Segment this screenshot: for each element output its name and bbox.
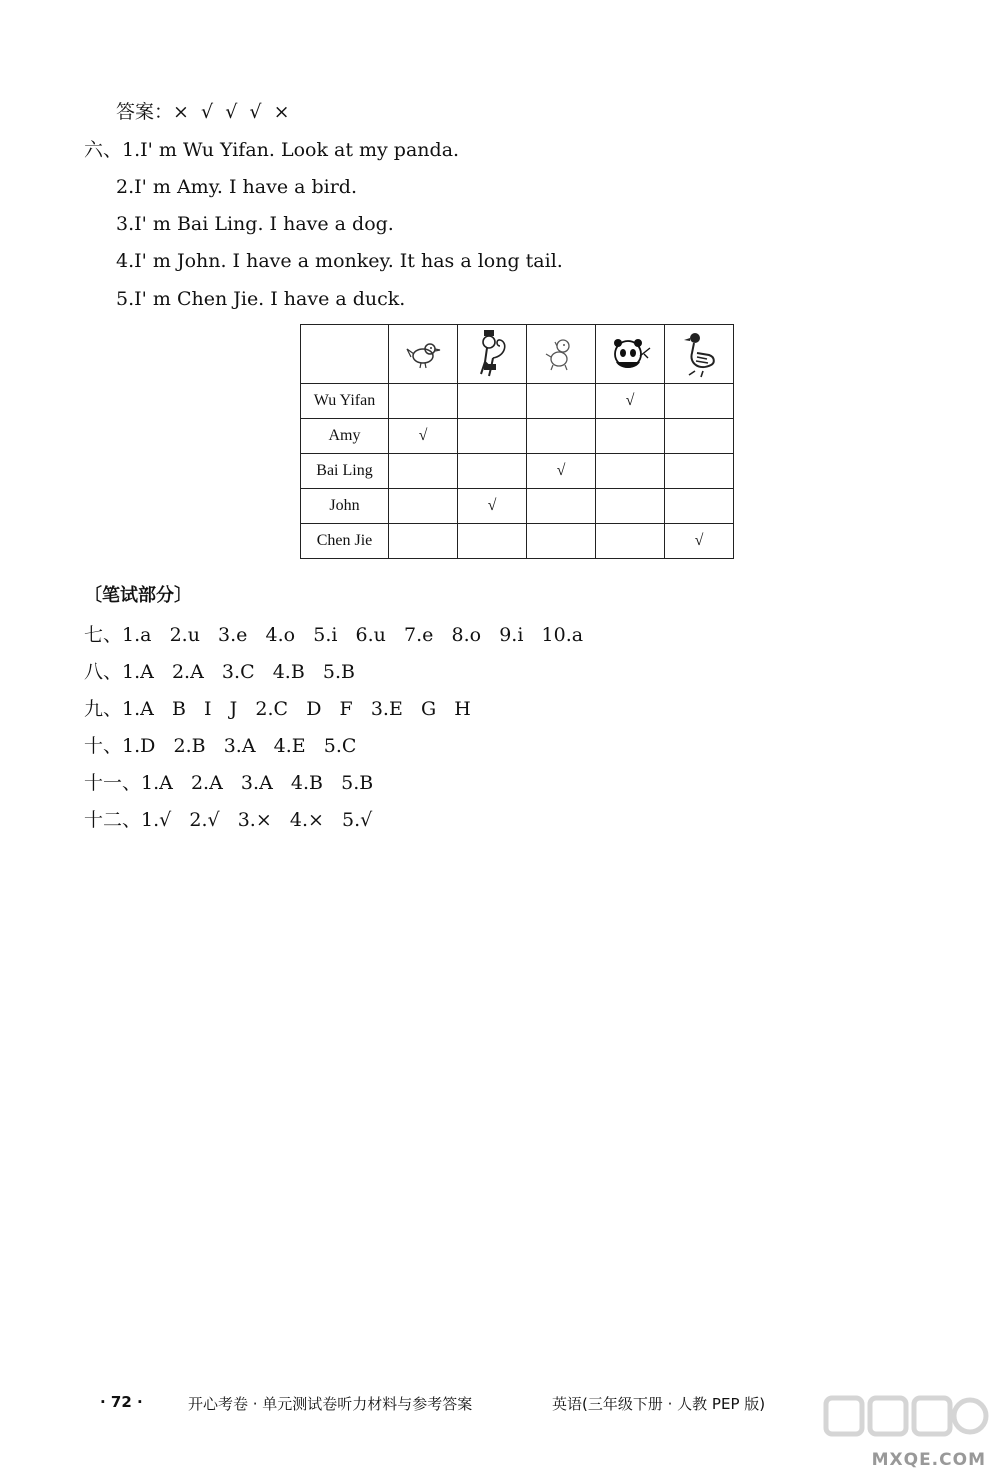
monkey-icon [472, 328, 512, 380]
mark-cell [527, 419, 596, 454]
table-row [301, 454, 734, 489]
mark-cell [389, 489, 458, 524]
section-six-label: 六、 [84, 139, 123, 161]
mark-cell [458, 384, 527, 419]
mark-cell [596, 524, 665, 559]
owner-name: John [301, 489, 389, 524]
answer-line-seven: 七、1.a 2.u 3.e 4.o 5.i 6.u 7.e 8.o 9.i 10.a [84, 624, 584, 646]
answer-label: 答案： [116, 101, 174, 123]
mark-cell [665, 489, 734, 524]
mark-cell: √ [527, 454, 596, 489]
mark-cell [458, 454, 527, 489]
section-six-sentence: 2.I' m Amy. I have a bird. [116, 176, 357, 198]
animal-owner-table [300, 324, 734, 559]
mark-cell [389, 454, 458, 489]
section-six-sentence: 1.I' m Wu Yifan. Look at my panda. [122, 139, 460, 161]
table-header-cell [665, 325, 734, 384]
mark-cell: √ [596, 384, 665, 419]
section-six-sentence: 3.I' m Bai Ling. I have a dog. [116, 213, 394, 235]
written-part-header: 〔笔试部分〕 [84, 585, 192, 606]
table-header-cell [389, 325, 458, 384]
table-row [301, 489, 734, 524]
table-header-cell [596, 325, 665, 384]
answer-line-eight: 八、1.A 2.A 3.C 4.B 5.B [84, 661, 356, 683]
mark-cell [596, 489, 665, 524]
mark-cell [596, 454, 665, 489]
footer-book-title: 开心考卷 · 单元测试卷听力材料与参考答案 [188, 1395, 473, 1413]
mark-cell [458, 524, 527, 559]
answer-line-eleven: 十一、1.A 2.A 3.A 4.B 5.B [84, 772, 374, 794]
mark-cell: √ [665, 524, 734, 559]
bird-icon [403, 337, 443, 371]
mark-cell [665, 384, 734, 419]
dog-icon [541, 334, 581, 374]
owner-name: Chen Jie [301, 524, 389, 559]
mark-cell: √ [458, 489, 527, 524]
section-six-sentence: 5.I' m Chen Jie. I have a duck. [116, 288, 406, 310]
table-header-row [301, 325, 734, 384]
panda-icon [608, 334, 652, 374]
mark-cell [389, 524, 458, 559]
owner-name: Wu Yifan [301, 384, 389, 419]
mark-cell [527, 384, 596, 419]
mark-cell: √ [389, 419, 458, 454]
page-number: · 72 · [100, 1393, 143, 1411]
table-header-cell [527, 325, 596, 384]
answer-marks: × √ √ √ × [173, 101, 290, 123]
duck-icon [679, 329, 719, 379]
mark-cell [527, 489, 596, 524]
answer-line-nine: 九、1.A B I J 2.C D F 3.E G H [84, 698, 471, 720]
footer-subject: 英语(三年级下册 · 人教 PEP 版) [552, 1395, 766, 1413]
table-corner-cell [301, 325, 389, 384]
mark-cell [665, 419, 734, 454]
table-row [301, 524, 734, 559]
table-header-cell [458, 325, 527, 384]
mark-cell [665, 454, 734, 489]
section-six-line-1 [84, 138, 459, 162]
answer-line-ten: 十、1.D 2.B 3.A 4.E 5.C [84, 735, 357, 757]
answer-line-twelve: 十二、1.√ 2.√ 3.× 4.× 5.√ [84, 809, 373, 831]
mark-cell [527, 524, 596, 559]
mark-cell [389, 384, 458, 419]
mark-cell [596, 419, 665, 454]
mark-cell [458, 419, 527, 454]
owner-name: Amy [301, 419, 389, 454]
table-row [301, 384, 734, 419]
section-six-sentence: 4.I' m John. I have a monkey. It has a long tail. [116, 250, 563, 272]
owner-name: Bai Ling [301, 454, 389, 489]
table-row [301, 419, 734, 454]
listening-answer-row [116, 100, 290, 124]
watermark-text: MXQE.COM [871, 1450, 986, 1470]
